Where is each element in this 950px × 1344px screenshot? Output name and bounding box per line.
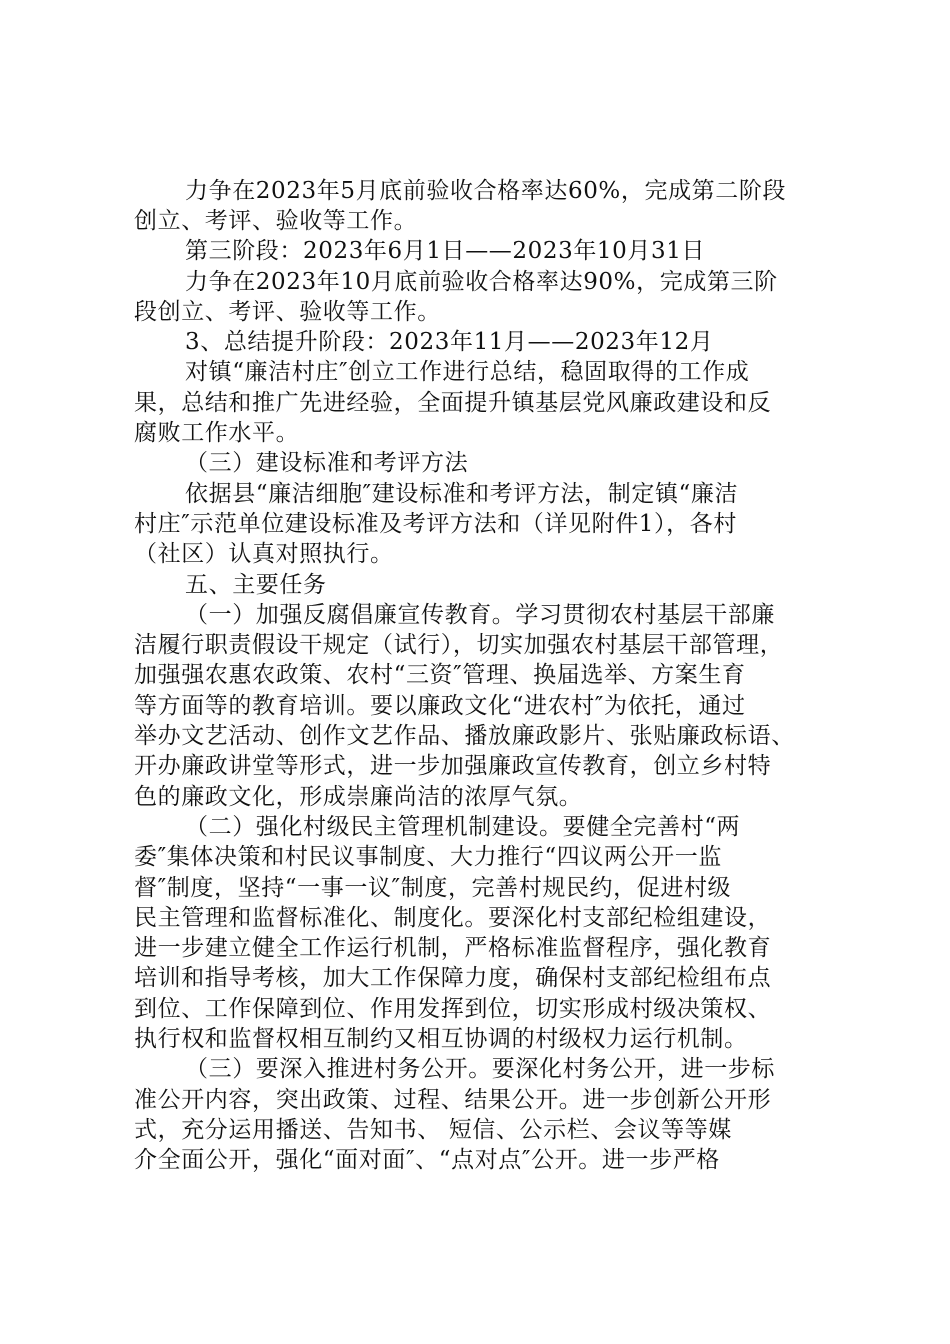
paragraph-line: 对镇“廉洁村庄″创立工作进行总结，稳固取得的工作成 xyxy=(185,359,750,385)
paragraph-line: 督″制度，坚持“一事一议″制度，完善村规民约，促进村级 xyxy=(134,875,732,901)
paragraph-line: 到位、工作保障到位、作用发挥到位，切实形成村级决策权、 xyxy=(134,996,772,1022)
paragraph-line: 依据县“廉洁细胞″建设标准和考评方法，制定镇“廉洁 xyxy=(185,481,739,507)
paragraph-line: （一）加强反腐倡廉宣传教育。学习贯彻农村基层干部廉 xyxy=(185,602,775,628)
paragraph-line: 段创立、考评、验收等工作。 xyxy=(134,299,441,325)
paragraph-line: 第三阶段：2023年6月1日——2023年10月31日 xyxy=(185,238,706,264)
paragraph-line: 介全面公开，强化“面对面″、“点对点″公开。进一步严格 xyxy=(134,1147,720,1173)
paragraph-line: 进一步建立健全工作运行机制，严格标准监督程序，强化教育 xyxy=(134,935,772,961)
paragraph-line: 准公开内容，突出政策、过程、结果公开。进一步创新公开形 xyxy=(134,1087,772,1113)
paragraph-line: 开办廉政讲堂等形式，进一步加强廉政宣传教育，创立乡村特 xyxy=(134,753,772,779)
paragraph-line: 举办文艺活动、创作文艺作品、播放廉政影片、张贴廉政标语、 xyxy=(134,723,795,749)
paragraph-line: 力争在2023年10月底前验收合格率达90%，完成第三阶 xyxy=(185,269,778,295)
paragraph-line: 等方面等的教育培训。要以廉政文化“进农村″为依托，通过 xyxy=(134,693,746,719)
paragraph-line: （社区）认真对照执行。 xyxy=(134,541,394,567)
paragraph-line: 色的廉政文化，形成崇廉尚洁的浓厚气氛。 xyxy=(134,784,583,810)
section-heading: （三）建设标准和考评方法 xyxy=(185,450,469,476)
paragraph-line: （三）要深入推进村务公开。要深化村务公开，进一步标 xyxy=(185,1056,775,1082)
paragraph-line: 委″集体决策和村民议事制度、大力推行“四议两公开一监 xyxy=(134,844,722,870)
paragraph-line: （二）强化村级民主管理机制建设。要健全完善村“两 xyxy=(185,814,741,840)
paragraph-line: 村庄″示范单位建设标准及考评方法和（详见附件1），各村 xyxy=(134,511,737,537)
section-heading: 五、主要任务 xyxy=(185,572,327,598)
paragraph-line: 力争在2023年5月底前验收合格率达60%，完成第二阶段 xyxy=(185,178,787,204)
paragraph-line: 3、总结提升阶段：2023年11月——2023年12月 xyxy=(185,329,714,355)
paragraph-line: 执行权和监督权相互制约又相互协调的村级权力运行机制。 xyxy=(134,1026,748,1052)
paragraph-line: 果，总结和推广先进经验，全面提升镇基层党风廉政建设和反 xyxy=(134,390,772,416)
paragraph-line: 创立、考评、验收等工作。 xyxy=(134,208,418,234)
paragraph-line: 式，充分运用播送、告知书、 短信、公示栏、会议等等媒 xyxy=(134,1117,732,1143)
paragraph-line: 腐败工作水平。 xyxy=(134,420,300,446)
paragraph-line: 加强强农惠农政策、农村“三资″管理、换届选举、方案生育 xyxy=(134,662,746,688)
paragraph-line: 民主管理和监督标准化、制度化。要深化村支部纪检组建设， xyxy=(134,905,772,931)
paragraph-line: 培训和指导考核，加大工作保障力度，确保村支部纪检组布点 xyxy=(134,965,772,991)
paragraph-line: 洁履行职责假设干规定（试行），切实加强农村基层干部管理， xyxy=(134,632,784,658)
